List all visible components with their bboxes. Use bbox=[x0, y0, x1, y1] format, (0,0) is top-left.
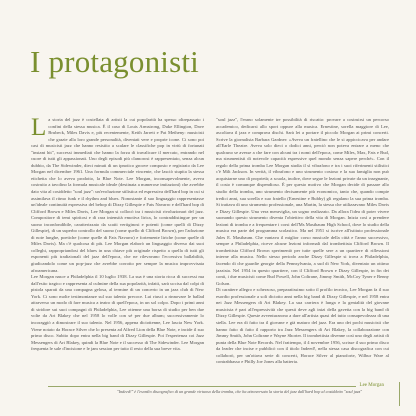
page-fold-mark bbox=[399, 382, 406, 406]
article-column-left bbox=[31, 117, 204, 371]
dropcap: L bbox=[31, 117, 47, 141]
paragraph bbox=[31, 274, 204, 353]
paragraph-text: a storia del jazz è costellata di artisti la cui popolarità ha spesso oltrepassato i confini della stessa musica. È il caso di Louis Armstrong, Duke Ellington, Dave Brubeck, Miles Davis e, più recentemente, Keith Jarrett e Pat Metheny: musicisti che grazie alla loro grande personalità, diventati vere e proprie icone. Ci sono poi casi di musicisti jazz che hanno resistito a scalare le classifiche pop in virtù di fortunati "instant hit", successi immediati che hanno la forza di travalicare il mercato, entrando nel cuore di tutti gli appassionati. Uno degli episodi più clamorosi è rappresentato, senza alcun dubbio, da The Sidewinder, dieci minuti di un ipnotico groove composto e registrato da Lee Morgan nel dicembre 1961. Una formula commerciale vincente, che lasciò stupita la stessa etichetta che lo aveva prodotto, la Blue Note. Lee Morgan, inconsapevolmente, aveva costruito a tavolino la formula musicale ideale (destinata a numerose imitazioni) che avrebbe dato vita al cosiddetto "soul jazz": un'evoluzione stilistica ed espressiva dell'hard bop in cui si assimilava il ritmo funk e il rhythm and blues. Nonostante il suo linguaggio rappresentasse un'ideale continuità espressiva del bebop di Dizzy Gillespie e Fats Navarro e dell'hard bop di Clifford Brown e Miles Davis, Lee Morgan si collocò tra i musicisti rivoluzionari del jazz. Compositore di temi spiritosi e di rara intensità emotiva lirica, lo contraddistingue per un suono inconfondibile, caratterizzato da scatti vertiginosi e potenti (come quelli di Dizzy Gillespie), di un superbo controllo del suono (come quello di Clifford Brown), per l'adozione di note lunghe, poetiche (come quelle di Fats Navarro) e fortemente liriche (come quelle di Miles Davis). Ma c'è qualcosa di più. Lee Morgan elaborò un linguaggio diverso dai suoi colleghi, rappropriandosi del blues in una chiave più originale rispetto a quella di tutti gli esponenti più tradizionali del jazz dell'epoca, che ne rilevavano l'eccessiva ballabilità, giudicandolo come un pop-jazz che avrebbe corrotto per sempre la musica improvvisata afroamericana. bbox=[31, 117, 204, 273]
caption-text: "Indeed!" è l'esordio discografico di un grande virtuoso della tromba, che ha attraversato la storia del jazz dall'hard bop al cosiddetto "soul jazz" bbox=[116, 389, 362, 394]
paragraph bbox=[216, 287, 389, 366]
paragraph bbox=[31, 117, 204, 274]
paragraph-text: Di carattere allegro e scherzoso, preparatissimo sotto il profilo tecnico, Lee Morgan fa il suo esordio professionale a soli diciotto anni nella big band di Dizzy Gillespie, e nel 1958 entra nei Jazz Messengers di Art Blakey. La sua carriera è lunga e la genialità del giovane musicista è pari all'espressività che questi deve agli inizi della gavetta con la big band di Dizzy Gillespie. Queste avventurarono a dare all'artista quasi del tutto consapevolezza di una stella. Lee era di fatto tra il giovane e già maturo del jazz. Era uno dei pochi musicisti che hanno fatto di fatto il rapporto tra Jazz Messengers di Art Blakey, la collaborazione con Jimmy Smith, John Coltrane e Wayne Shorter. Il trombettista divenne così uno degli artisti di punta della Blue Note Records. Nel frattempo, il 4 novembre 1956, scrisse il suo primo disco da leader che incise e pubblicò con il titolo Indeed!, nella stessa casa discografica con cui collaborò, per un'ottava serie di concerti, Horace Silver al pianoforte, Wilbur Ware al contrabbasso e Philly Joe Jones alla batteria. bbox=[216, 287, 389, 365]
photo-caption bbox=[40, 383, 398, 400]
paragraph-text: "soul jazz", l'erano solamente tre possibilità di riscatto: provare a costruirsi un percorso accademico, dedicarsi allo sport oppure alla musica. Ernestine, sorella maggiore di Lee, ascoltava il jazz e comprava dischi. Sarà lei a portare il piccolo Morgan ai primi concerti. Scrive la giornalista Barbara Gardner: «Aveva un fratellino che le si appiccicava per andare all'Earle Theatre. Aveva solo dieci o dodici anni, perciò non poteva entrare a meno che qualcuno se avesse a che fare con alcuni tra i nomi dell'epoca, come Miles, Max, Fats e Bud, ma strumentisti di notevole capacità espressive quel mondo senza sapere perché». Con il regalo della prima tromba Lee Morgan studia il sì vibrafono e tra i suoi riferimenti stilistici c'è Milt Jackson. In verità, il vibrafono e uno strumento costoso e la sua famiglia non può acquistarne uno di proprietà; a scuola, inoltre, dove segue le lezioni private da un insegnante, il costo è comunque dispendioso. È per questo motivo che Morgan decide di passare allo studio della tromba, uno strumento decisamente più economico, tanto che, quando compie tredici anni, sua sorella e suo fratello (Ernestine e Bubby) gli regalano la sua prima tromba. Si trattava di uno strumento professionale, una Martin, la stessa che utilizzavano Miles Davis e Dizzy Gillespie. Una vera meraviglia, un sogno realizzato. Da allora l'idea di poter vivere suonando questo strumento diventa l'obiettivo della vita di Morgan. Inizia così a prendere lezioni di tromba e a frequentare i corsi dell'Ms Mastbaum High School, dove lo studio della musica era parte del programma scolastico. Ma nel 1951 si iscrive all'istituto professionale Jules E. Mastbaum. Che vantava il miglior corso musicale della città e l'anno successivo, sempre a Philadelphia, riceve alcune lezioni informali dal trombettista Clifford Brown. Il trombettista Clifford Brown sperimentò per tutte quelle sere a un quartiere di riflessioni interne alla musica. Nello stesso periodo anche Dizzy Gillespie si trova a Philadelphia, facendo di che guardie georgie della Pennsylvania, a sud di New York, diventato un ottimo jazzista. Nel 1954 in questo quartiere, con il Clifford Brown e Dizzy Gillespie, in fin dei conti, i due musicisti come Bud Powell, John Coltrane, Jimmy Smith, McCoy Tyner e Benny Golson. bbox=[216, 117, 389, 286]
article-columns bbox=[31, 117, 389, 371]
page-title: I protagonisti bbox=[30, 44, 199, 79]
caption-divider bbox=[48, 386, 356, 387]
paragraph bbox=[216, 117, 389, 287]
caption-tag: Lee Morgan bbox=[359, 383, 384, 388]
paragraph-text: Lee Morgan nasce a Philadelphia il 10 luglio 1938. La sua è una storia ricca di successi ma dall'esito tragico e rappresenta al culmine della sua popolarità, infatti, sarà uccisa dal colpi di pistola sparati da una compagna gelosa, al termine di un concerto in un jazz club di New York. Ci sono molte testimonianze sul suo talento precoce. Lui riuscì a rinnovare le ballad attraverso un modo di fare musica a teatro di quell'epoca, in un sol colpo. Dopo i primi anni di stridore sui suoi compagni di Philadelphia, Lee ottenne una borsa di studio per ben due volte da Art Blakey che nel 1958 lo volle con sé per due album; successivamente lo incoraggiò a dimostrare il suo talento. Nel 1956, appena diciottenne, Lee lascia New York. Viene notato da Horace Silver che lo presenta ad Alfred Lion della Blue Note, e incide il suo primo disco. Subito dopo entra nella big band di Dizzy Gillespie. Poi l'esperienza coi Jazz Messengers di Art Blakey, quindi la Blue Note e il successo di The Sidewinder. Lee Morgan frequenta le sale d'incisione e le jam session per tutto il resto della sua breve vita. bbox=[31, 274, 204, 352]
article-column-right bbox=[216, 117, 389, 371]
